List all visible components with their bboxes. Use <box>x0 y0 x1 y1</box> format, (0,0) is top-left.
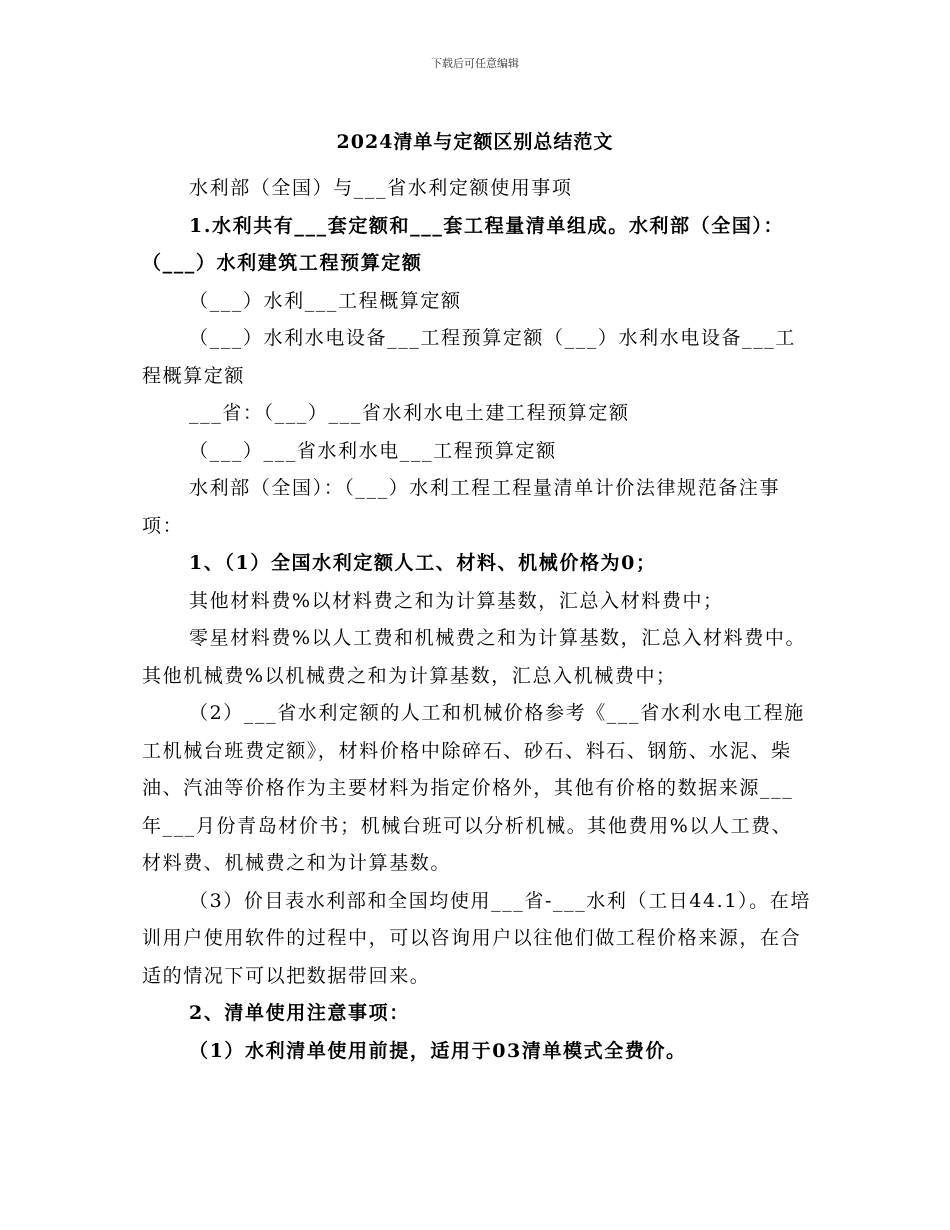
paragraph: 2、清单使用注意事项： <box>189 1002 410 1024</box>
paragraph: 其他材料费%以材料费之和为计算基数，汇总入材料费中； <box>189 589 724 612</box>
paragraph: 1.水利共有___套定额和___套工程量清单组成。水利部（全国）：（___）水利建筑工程预算定额 <box>142 214 785 274</box>
paragraph: （___）水利___工程概算定额 <box>189 289 462 312</box>
paragraph: （___）___省水利水电___工程预算定额 <box>189 439 557 462</box>
paragraph: 1、（1）全国水利定额人工、材料、机械价格为0； <box>189 552 657 574</box>
paragraph: （3）价目表水利部和全国均使用___省-___水利（工日44.1）。在培训用户使用软件的过程中，可以咨询用户以往他们做工程价格来源，在合适的情况下可以把数据带回来。 <box>142 889 811 987</box>
paragraph: ___省：（___）___省水利水电土建工程预算定额 <box>189 402 630 424</box>
paragraph: 水利部（全国）与___省水利定额使用事项 <box>189 177 573 199</box>
page-header-note: 下载后可任意编辑 <box>431 57 519 70</box>
document-body <box>142 170 812 1070</box>
paragraph: （___）水利水电设备___工程预算定额（___）水利水电设备___工程概算定额 <box>142 327 797 387</box>
paragraph: 零星材料费%以人工费和机械费之和为计算基数，汇总入材料费中。其他机械费%以机械费之和为计算基数，汇总入机械费中； <box>142 627 807 687</box>
paragraph: 水利部（全国）：（___）水利工程工程量清单计价法律规范备注事项： <box>142 477 781 537</box>
paragraph: （2）___省水利定额的人工和机械价格参考《___省水利水电工程施工机械台班费定额》，材料价格中除碎石、砂石、料石、钢筋、水泥、柴油、汽油等价格作为主要材料为指定价格外，其他有价格的数据来源___年___月份青岛材价书；机械台班可以分析机械。其他费用%以人工费、材料费、机械费之和为计算基数。 <box>142 702 805 874</box>
paragraph: （1）水利清单使用前提，适用于03清单模式全费价。 <box>189 1039 687 1062</box>
document-title: 2024清单与定额区别总结范文 <box>336 131 614 153</box>
